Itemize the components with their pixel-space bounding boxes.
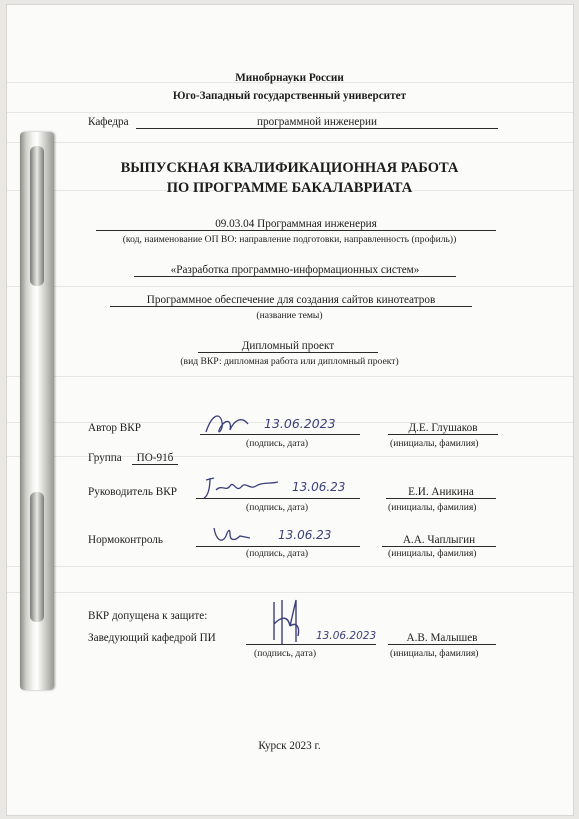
document-title-line2: ПО ПРОГРАММЕ БАКАЛАВРИАТА	[166, 180, 413, 196]
normcontrol-name: А.А. Чаплыгин	[382, 534, 496, 547]
program-code: 09.03.04 Программная инженерия	[96, 218, 496, 231]
university-name: Юго-Западный государственный университет	[172, 90, 407, 102]
city-year: Курск 2023 г.	[258, 740, 321, 752]
head-signature	[262, 596, 310, 648]
head-of-department-label: Заведующий кафедрой ПИ	[88, 632, 216, 644]
department-value: программной инженерии	[136, 116, 498, 129]
program-code-caption: (код, наименование ОП ВО: направление подготовки, направленность (профиль))	[122, 234, 457, 245]
supervisor-signature	[200, 472, 282, 502]
supervisor-sign-date: 13.06.23	[292, 480, 346, 494]
normcontrol-label: Нормоконтроль	[88, 534, 163, 546]
normcontrol-signature	[210, 522, 260, 550]
head-name: А.В. Малышев	[388, 632, 496, 645]
binder-clip	[20, 132, 54, 690]
program-profile: «Разработка программно-информационных систем»	[134, 264, 456, 277]
work-type: Дипломный проект	[198, 340, 378, 353]
admission-text: ВКР допущена к защите:	[88, 610, 208, 622]
author-sign-date: 13.06.2023	[264, 416, 336, 431]
author-name-caption: (инициалы, фамилия)	[390, 438, 479, 449]
head-sign-date: 13.06.2023	[316, 630, 377, 642]
thesis-topic-caption: (название темы)	[256, 310, 323, 321]
department-label: Кафедра	[88, 116, 129, 128]
author-name: Д.Е. Глушаков	[388, 422, 498, 435]
supervisor-name: Е.И. Аникина	[386, 486, 496, 499]
supervisor-sign-caption: (подпись, дата)	[246, 502, 309, 513]
supervisor-label: Руководитель ВКР	[88, 486, 177, 498]
document-title-line1: ВЫПУСКНАЯ КВАЛИФИКАЦИОННАЯ РАБОТА	[120, 160, 459, 176]
thesis-topic: Программное обеспечение для создания сайтов кинотеатров	[110, 294, 472, 307]
author-label: Автор ВКР	[88, 422, 141, 434]
group-value: ПО-91б	[132, 452, 178, 465]
normcontrol-sign-caption: (подпись, дата)	[246, 548, 309, 559]
normcontrol-name-caption: (инициалы, фамилия)	[388, 548, 477, 559]
work-type-caption: (вид ВКР: дипломная работа или дипломный проект)	[180, 356, 399, 367]
group-label: Группа	[88, 452, 122, 464]
author-signature	[202, 410, 252, 440]
author-sign-caption: (подпись, дата)	[246, 438, 309, 449]
head-sign-caption: (подпись, дата)	[254, 648, 317, 659]
supervisor-name-caption: (инициалы, фамилия)	[388, 502, 477, 513]
normcontrol-sign-date: 13.06.23	[278, 528, 332, 542]
head-name-caption: (инициалы, фамилия)	[390, 648, 479, 659]
ministry-name: Минобрнауки России	[235, 72, 344, 84]
